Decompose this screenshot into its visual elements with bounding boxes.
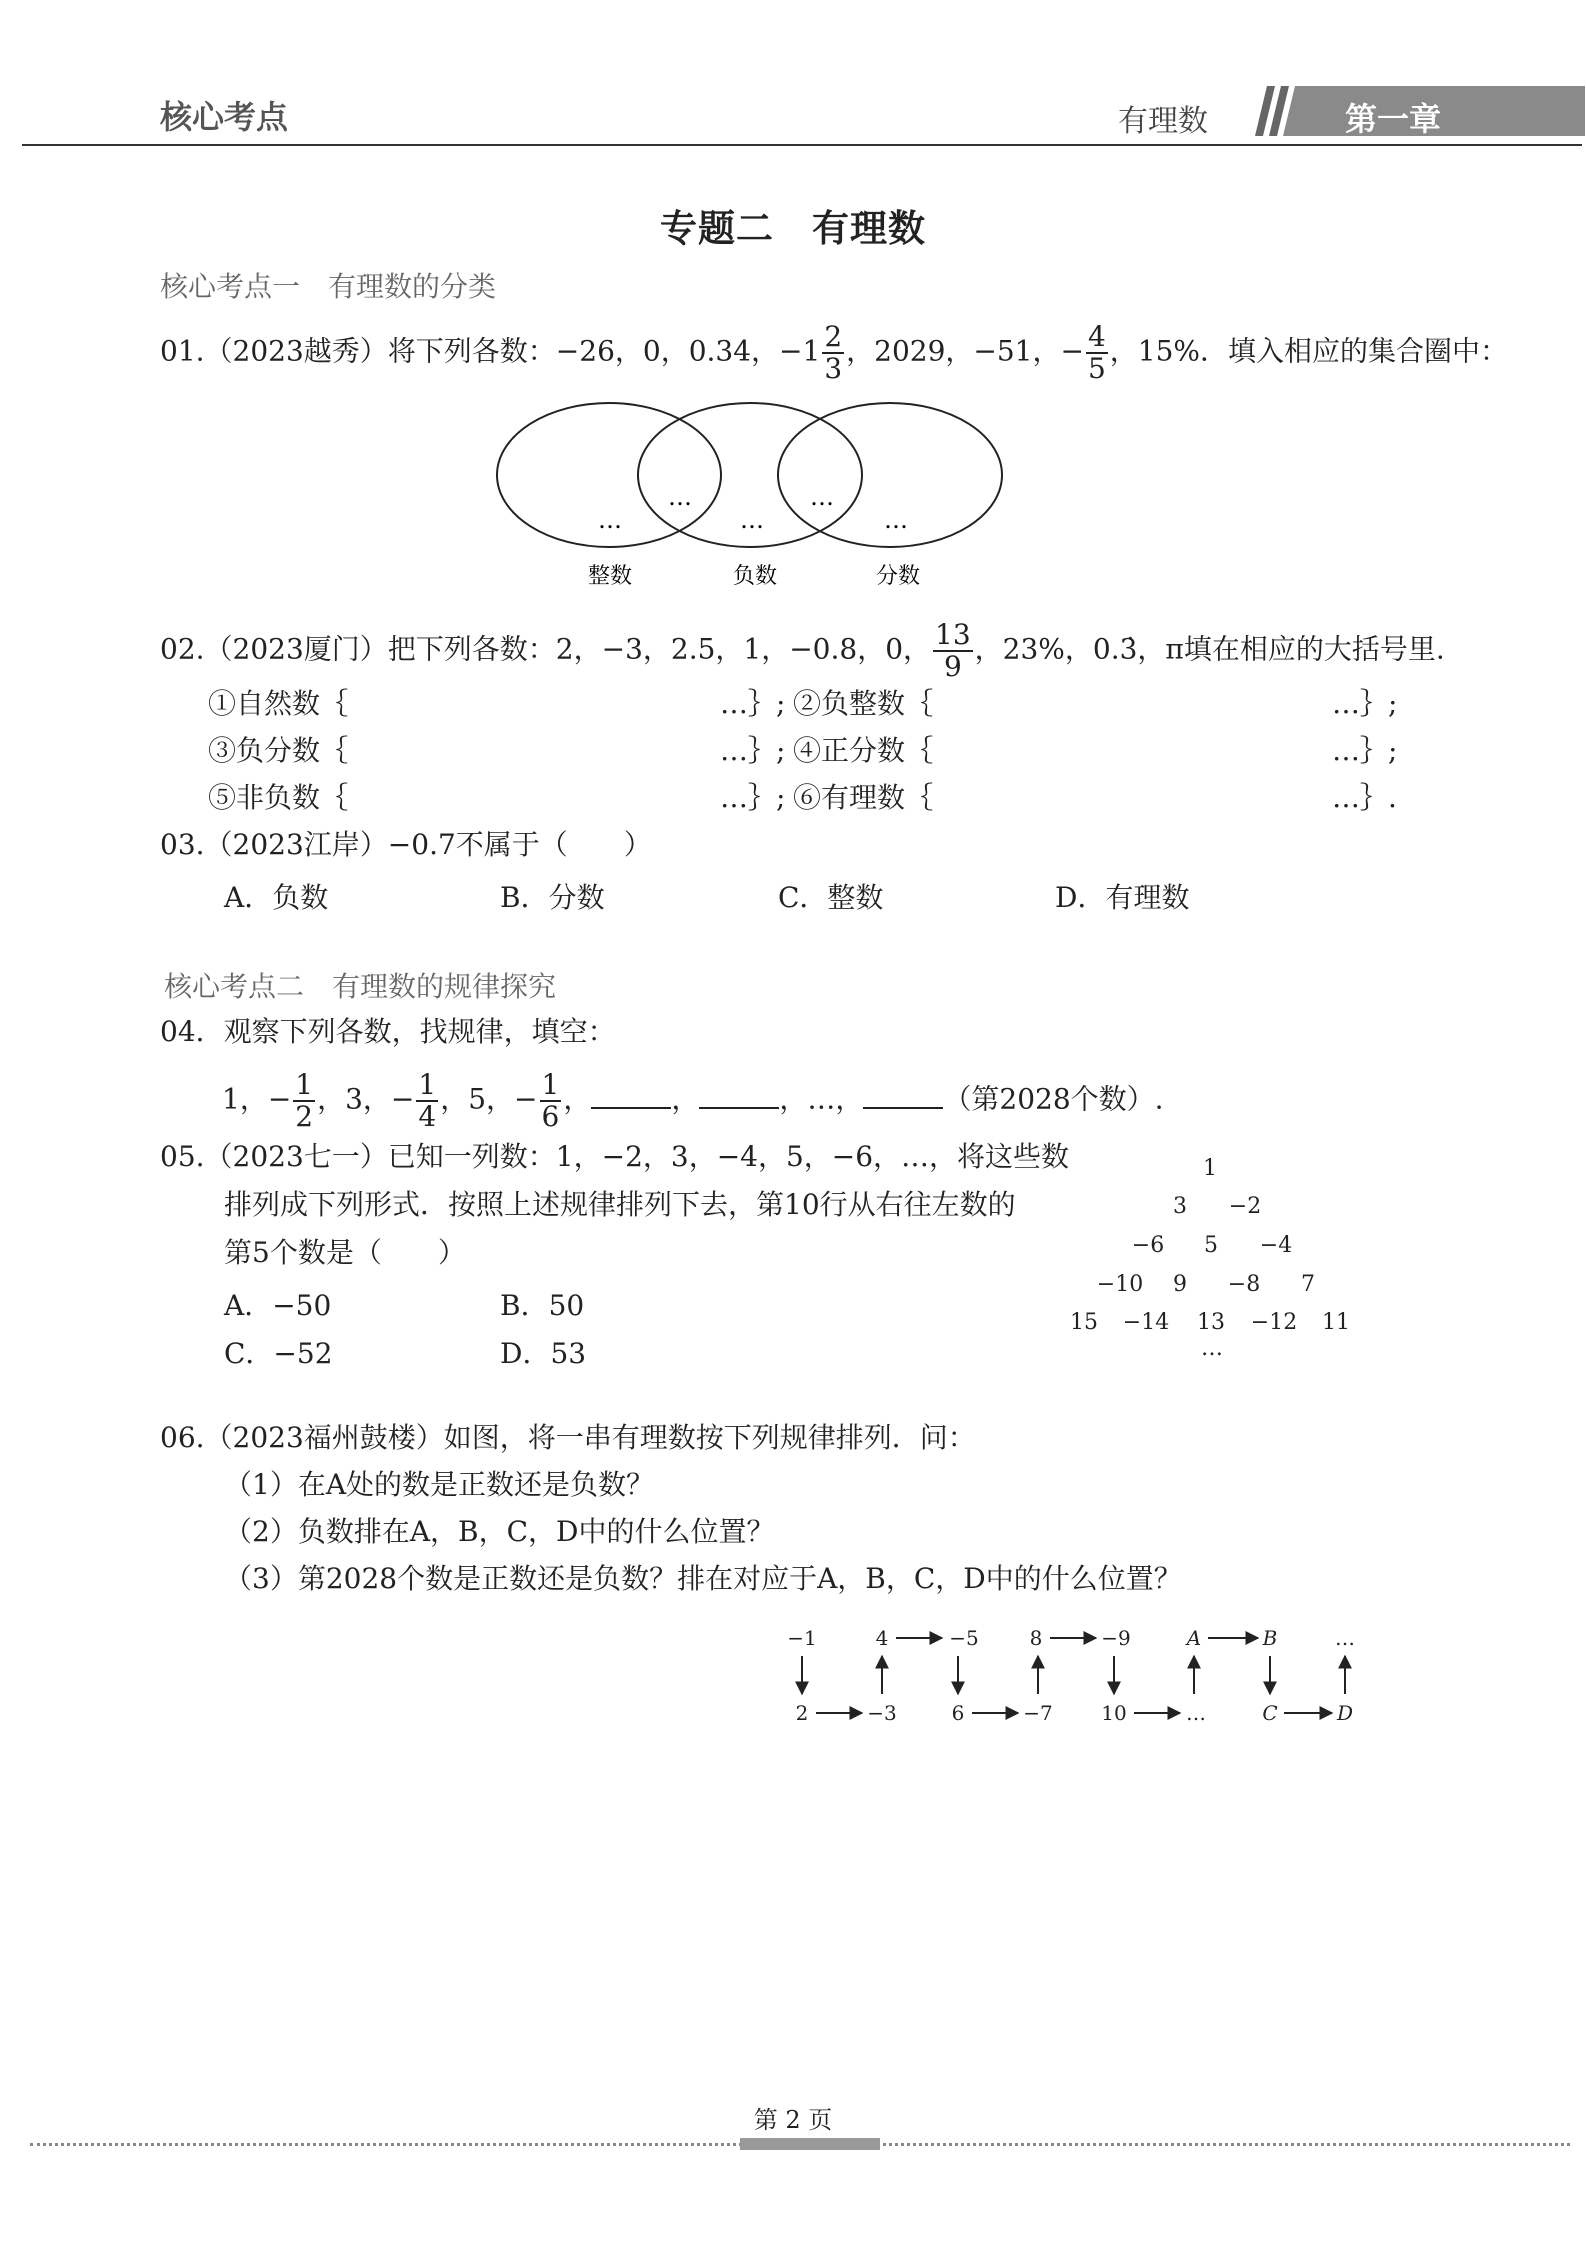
tri-r5-c3: 13 — [1197, 1310, 1225, 1335]
tri-r2-c2: −2 — [1228, 1194, 1262, 1219]
q6-bottom-4: −7 — [1023, 1701, 1053, 1725]
q6-arrow-diagram — [770, 1620, 1370, 1730]
header-chapter-topic: 有理数 — [1118, 104, 1208, 139]
q5-option-a: A．−50 — [224, 1289, 332, 1322]
section-heading-2: 核心考点二 有理数的规律探究 — [164, 970, 557, 1003]
q6-bottom-5: 10 — [1101, 1701, 1127, 1725]
section-heading-1: 核心考点一 有理数的分类 — [160, 270, 497, 303]
tri-r5-c4: −12 — [1250, 1310, 1298, 1335]
q1-fraction-2 — [1086, 322, 1108, 384]
q6-sub-1: （1）在A处的数是正数还是负数？ — [224, 1468, 655, 1501]
tri-r4-c3: −8 — [1227, 1272, 1261, 1297]
q2-row-2-b-end: …｝; — [1332, 734, 1398, 767]
tri-dots: … — [1201, 1336, 1223, 1361]
q4-fraction-3-den: 6 — [541, 1100, 560, 1133]
q3-option-b: B．分数 — [500, 881, 605, 914]
venn-diagram — [490, 400, 1020, 600]
q6-top-1: −1 — [787, 1626, 817, 1650]
q6-top-2: 4 — [875, 1626, 889, 1650]
q4-tail: （第2028个数）. — [943, 1082, 1164, 1116]
venn-dots-3: … — [740, 506, 764, 534]
tri-r4-c4: 7 — [1301, 1272, 1315, 1297]
venn-label-fractions: 分数 — [875, 564, 921, 589]
q4-blank-1[interactable] — [591, 1081, 671, 1109]
q1-fraction-1-num: 2 — [824, 320, 843, 353]
footer-bar — [740, 2138, 880, 2150]
question-01 — [160, 322, 1508, 384]
q4-fraction-1-num: 1 — [295, 1068, 314, 1101]
q4-fraction-2 — [416, 1070, 438, 1132]
q2-row-3-b: ⑥有理数｛ — [793, 781, 934, 814]
q5-option-c: C．−52 — [224, 1337, 333, 1370]
q4-sep-1: ， — [671, 1082, 700, 1116]
q4-seq-a: 1，− — [222, 1082, 292, 1116]
q6-bottom-2: −3 — [867, 1701, 897, 1725]
tri-r1-c1: 1 — [1203, 1156, 1217, 1181]
q6-bottom-D: D — [1336, 1701, 1354, 1725]
q1-mid: ，2029，−51，− — [846, 334, 1084, 368]
q4-blank-2[interactable] — [699, 1081, 779, 1109]
q2-prefix: 02.（2023厦门）把下列各数：2，−3，2.5，1，−0.8，0， — [160, 632, 932, 666]
q4-fraction-3-num: 1 — [541, 1068, 560, 1101]
q4-sequence — [222, 1070, 1164, 1132]
q2-row-2-a: ③负分数｛ — [208, 734, 349, 767]
q1-fraction-1-den: 3 — [824, 352, 843, 385]
tri-r3-c2: 5 — [1204, 1233, 1218, 1258]
question-05-line-1: 05.（2023七一）已知一列数：1，−2，3，−4，5，−6，…，将这些数 — [160, 1140, 1070, 1173]
q1-prefix: 01.（2023越秀）将下列各数：−26，0，0.34，−1 — [160, 334, 821, 368]
tri-r5-c2: −14 — [1122, 1310, 1170, 1335]
q4-fraction-2-den: 4 — [418, 1100, 437, 1133]
q1-suffix: ，15%．填入相应的集合圈中： — [1109, 334, 1509, 368]
q2-row-1-a: ①自然数｛ — [208, 687, 349, 720]
q4-seq-b: ，3，− — [317, 1082, 415, 1116]
question-05-line-3: 第5个数是（ ） — [224, 1236, 466, 1269]
q5-option-d: D．53 — [500, 1337, 587, 1370]
q6-top-5: −9 — [1101, 1626, 1131, 1650]
q2-row-1-b: ②负整数｛ — [793, 687, 934, 720]
q6-bottom-dots: … — [1186, 1701, 1206, 1725]
question-02 — [160, 620, 1445, 682]
q2-fraction — [933, 620, 973, 682]
question-04: 04．观察下列各数，找规律，填空： — [160, 1015, 616, 1048]
q1-fraction-2-den: 5 — [1087, 352, 1106, 385]
tri-r4-c1: −10 — [1096, 1272, 1144, 1297]
header-rule — [22, 144, 1582, 146]
q4-seq-c: ，5，− — [440, 1082, 538, 1116]
question-05-line-2: 排列成下列形式．按照上述规律排列下去，第10行从右往左数的 — [224, 1188, 1016, 1221]
q4-sep-2: ，…， — [779, 1082, 864, 1116]
q3-option-d: D．有理数 — [1055, 881, 1190, 914]
tri-r5-c1: 15 — [1070, 1310, 1098, 1335]
q6-top-3: −5 — [949, 1626, 979, 1650]
venn-label-negatives: 负数 — [732, 564, 778, 589]
q2-suffix: ，23%，0.3̇，π填在相应的大括号里. — [974, 632, 1445, 666]
q1-fraction-2-num: 4 — [1087, 320, 1106, 353]
tri-r5-c5: 11 — [1322, 1310, 1350, 1335]
q4-seq-d: ， — [563, 1082, 592, 1116]
q4-blank-3[interactable] — [863, 1081, 943, 1109]
q6-sub-2: （2）负数排在A，B，C，D中的什么位置？ — [224, 1515, 775, 1548]
q6-top-dots: … — [1335, 1626, 1355, 1650]
venn-dots-1: … — [598, 506, 622, 534]
q4-fraction-1-den: 2 — [295, 1100, 314, 1133]
page-number: 第 2 页 — [753, 2106, 833, 2134]
q6-bottom-C: C — [1262, 1701, 1278, 1725]
q6-bottom-1: 2 — [795, 1701, 809, 1725]
q2-row-3-a: ⑤非负数｛ — [208, 781, 349, 814]
tri-r3-c3: −4 — [1259, 1233, 1293, 1258]
tri-r2-c1: 3 — [1173, 1194, 1187, 1219]
q6-top-4: 8 — [1029, 1626, 1043, 1650]
q6-top-A: A — [1186, 1626, 1202, 1650]
question-06: 06.（2023福州鼓楼）如图，将一串有理数按下列规律排列．问： — [160, 1421, 976, 1454]
q6-sub-3: （3）第2028个数是正数还是负数？排在对应于A，B，C，D中的什么位置？ — [224, 1562, 1182, 1595]
q2-row-3-a-end: …｝; — [720, 781, 786, 814]
venn-dots-5: … — [884, 506, 908, 534]
q2-row-3-b-end: …｝. — [1332, 781, 1397, 814]
q2-fraction-den: 9 — [943, 650, 962, 683]
q2-fraction-num: 13 — [935, 618, 971, 651]
q3-option-c: C．整数 — [778, 881, 884, 914]
q2-row-2-a-end: …｝; — [720, 734, 786, 767]
q2-row-1-a-end: …｝; — [720, 687, 786, 720]
tri-r3-c1: −6 — [1131, 1233, 1165, 1258]
header-left: 核心考点 — [160, 98, 289, 136]
q2-row-1-b-end: …｝; — [1332, 687, 1398, 720]
q4-fraction-3 — [540, 1070, 562, 1132]
header-right: 第一章 — [1345, 100, 1442, 138]
q4-fraction-2-num: 1 — [418, 1068, 437, 1101]
q6-bottom-3: 6 — [951, 1701, 965, 1725]
venn-dots-4: … — [810, 483, 834, 511]
venn-dots-2: … — [668, 483, 692, 511]
q1-fraction-1 — [822, 322, 844, 384]
q2-row-2-b: ④正分数｛ — [793, 734, 934, 767]
q5-option-b: B．50 — [500, 1289, 585, 1322]
venn-label-integers: 整数 — [587, 564, 633, 589]
tri-r4-c2: 9 — [1173, 1272, 1187, 1297]
q3-option-a: A．负数 — [224, 881, 329, 914]
page-title: 专题二 有理数 — [660, 206, 926, 250]
q4-fraction-1 — [293, 1070, 315, 1132]
question-03: 03.（2023江岸）−0.7不属于（ ） — [160, 828, 652, 861]
q6-top-B: B — [1262, 1626, 1278, 1650]
